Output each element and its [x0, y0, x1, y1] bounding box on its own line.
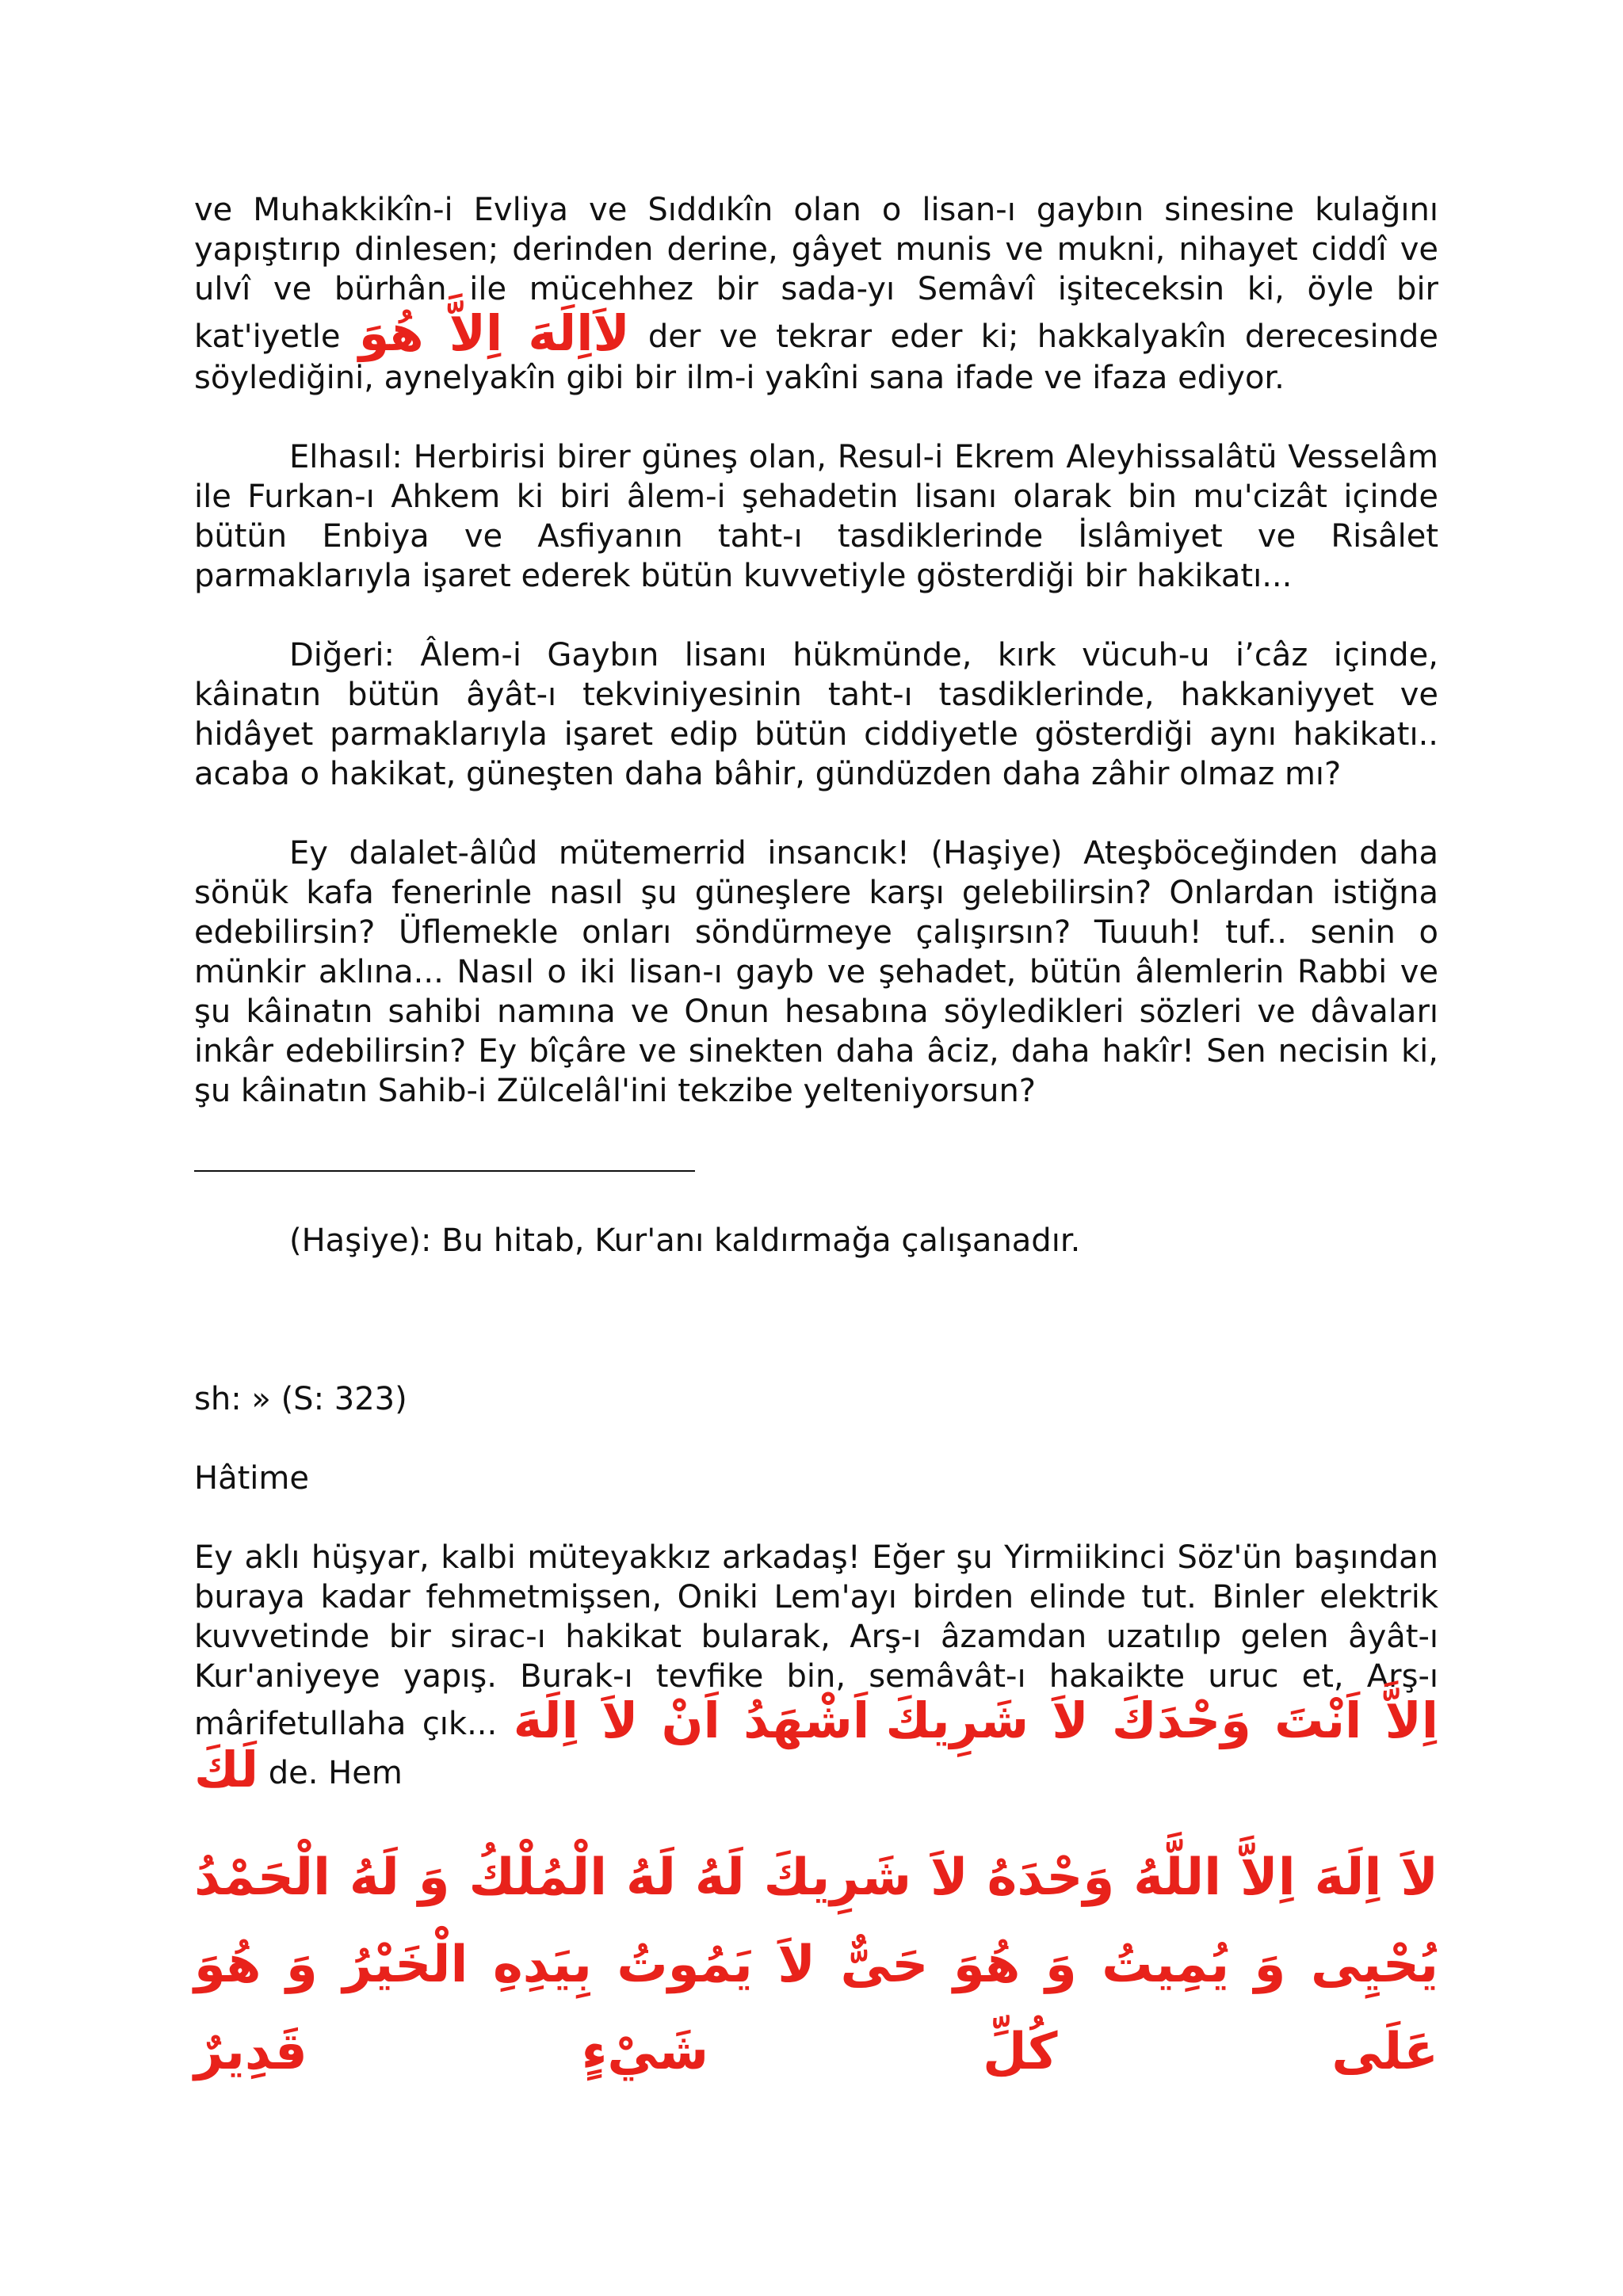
paragraph-1-text-a: ve Muhakkikîn-i Evliya ve Sıddıkîn olan o lisan-ı gaybın sinesine kulağını yapıştırıp dinlesen; derinden derine, gâyet munis ve mukni, nihayet ciddî ve ulvî ve bürhân ile mücehhez bir sada-yı Semâvî işiteceksin ki, öyle bir kat'iyetle [194, 192, 1438, 355]
arabic-phrase-la-ilahe-illa-hu: لاَاِلَهَ اِلاَّ هُوَ [358, 304, 630, 362]
spacer [194, 1172, 1438, 1221]
paragraph-5 [194, 1538, 1438, 1798]
spacer [194, 398, 1438, 437]
paragraph-1 [194, 190, 1438, 398]
footnote: (Haşiye): Bu hitab, Kur'anı kaldırmağa çalışanadır. [289, 1222, 1081, 1259]
spacer [194, 1498, 1438, 1538]
spacer [194, 1794, 1438, 1834]
spacer [194, 794, 1438, 833]
closing-arabic-tahlil: لاَ اِلَهَ اِلاَّ اللَّهُ وَحْدَهُ لاَ شَرِيكَ لَهُ لَهُ الْمُلْكُ وَ لَهُ الْحَمْدُ يُحْيِى وَ يُمِيتُ وَ هُوَ حَىٌّ لاَ يَمُوتُ بِيَدِهِ الْخَيْرُ وَ هُوَ عَلَى كُلِّ شَيْءٍ قَدِيرٌ [194, 1848, 1438, 2081]
paragraph-4: Ey dalalet-âlûd mütemerrid insancık! (Haşiye) Ateşböceğinden daha sönük kafa fenerinle nasıl şu güneşlere karşı gelebilirsin? Onlardan istiğna edebilirsin? Üflemekle onları söndürmeye çalışırsın? Tuuuh! tuf.. senin o münkir aklına... Nasıl o iki lisan-ı gayb ve şehadet, bütün âlemlerin Rabbi ve şu kâinatın sahibi namına ve Onun hesabına söyledikleri sözleri ve dâvaları inkâr edebilirsin? Ey bîçâre ve sinekten daha âciz, daha hakîr! Sen necisin ki, şu kâinatın Sahib-i Zülcelâl'ini tekzibe yelteniyorsun? [194, 835, 1438, 1109]
page-reference: sh: » (S: 323) [194, 1381, 407, 1417]
paragraph-3: Diğeri: Âlem-i Gaybın lisanı hükmünde, kırk vücuh-u i’câz içinde, kâinatın bütün âyât-ı tekviniyesinin taht-ı tasdiklerinde, hakkaniyyet ve hidâyet parmaklarıyla işaret edip bütün ciddiyetle gösterdiği aynı hakikatı.. acaba o hakikat, güneşten daha bâhir, gündüzden daha zâhir olmaz mı? [194, 637, 1438, 792]
spacer [194, 596, 1438, 635]
spacer [194, 1419, 1438, 1459]
arabic-phrase-eshhedu: اَشْهَدُ اَنْ لاَ اِلَهَ [513, 1691, 870, 1749]
paragraph-5-text-a: Ey aklı hüşyar, kalbi müteyakkız arkadaş! Eğer şu Yirmiikinci Söz'ün başından buraya kadar fehmetmişsen, Oniki Lem'ayı birden elinde tut. Binler elektrik kuvvetinde bir sirac-ı hakikat bularak, Arş-ı âzamdan uzatılıp gelen âyât-ı Kur'aniyeye yapış. Burak-ı tevfike bin, semâvât-ı hakaikte uruc et, Arş-ı mârifetullaha çık... [194, 1539, 1438, 1742]
arabic-phrase-illa-ente: اِلاَّ اَنْتَ وَحْدَكَ لاَ شَرِيكَ لَكَ [194, 1691, 1438, 1798]
paragraph-5-text-b: de. Hem [268, 1755, 403, 1791]
spacer [194, 1261, 1438, 1379]
paragraph-1-text-b: der ve tekrar eder ki; hakkalyakîn derecesinde söylediğini, aynelyakîn gibi bir ilm-i yakîni sana ifade ve ifaza ediyor. [194, 318, 1438, 396]
paragraph-2: Elhasıl: Herbirisi birer güneş olan, Resul-i Ekrem Aleyhissalâtü Vesselâm ile Furkan-ı Ahkem ki biri âlem-i şehadetin lisanı olarak bin mu'cizât içinde bütün Enbiya ve Asfiyanın taht-ı tasdiklerinde İslâmiyet ve Risâlet parmaklarıyla işaret ederek bütün kuvvetiyle gösterdiği bir hakikatı... [194, 439, 1438, 594]
document-page [194, 190, 1438, 2096]
section-title: Hâtime [194, 1460, 309, 1497]
spacer [194, 1111, 1438, 1170]
